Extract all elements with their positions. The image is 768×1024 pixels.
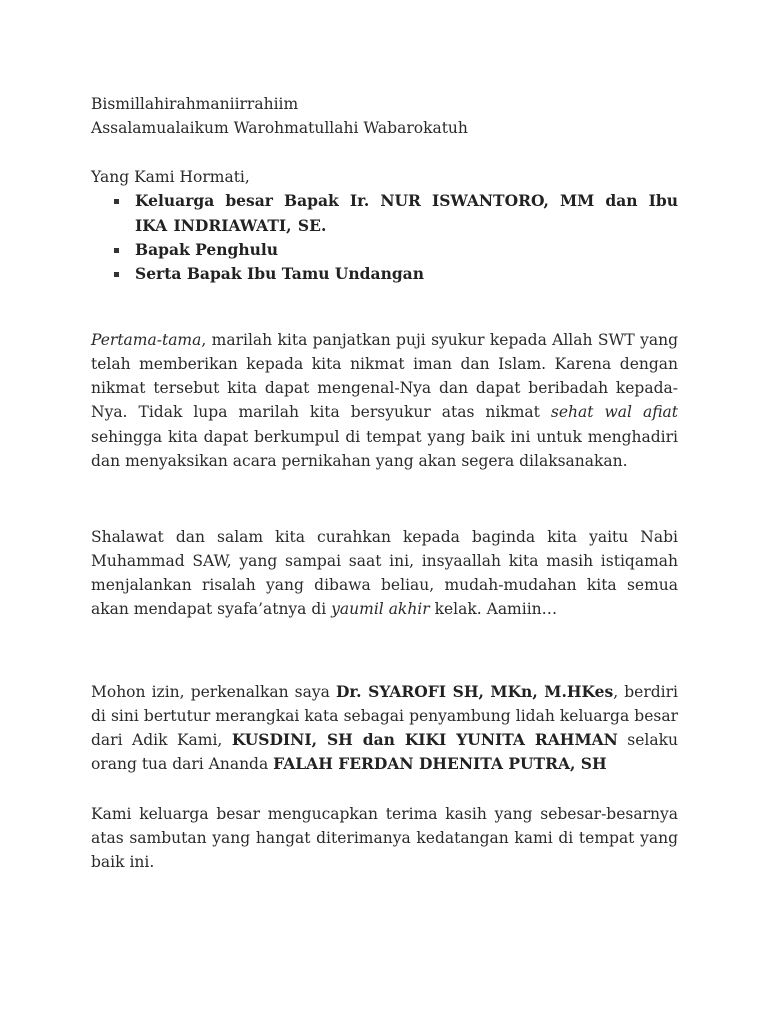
paragraph-text: Shalawat dan salam kita curahkan kepada baginda kita yaitu Nabi Muhammad SAW, yang sampai saat ini, insyaallah kita masih istiqamah menjalankan risalah yang dibawa beliau, mudah-mudahan kita semua akan mendapat syafa’atnya di [91,527,678,619]
honoree-text: Keluarga besar Bapak Ir. NUR ISWANTORO, MM dan Ibu IKA INDRIAWATI, SE. [135,191,678,235]
paragraph-text: selaku orang tua dari Ananda [91,731,678,774]
honorees-section [91,165,678,286]
honoree-item [91,262,678,286]
salam-line: Assalamualaikum Warohmatullahi Wabarokatuh [91,119,468,138]
paragraph-text: kelak. Aamiin… [429,600,558,619]
opening-greeting [91,92,678,141]
basmala-line: Bismillahirahmaniirrahiim [91,95,299,113]
groom-name: FALAH FERDAN DHENITA PUTRA, SH [273,754,607,774]
paragraph-thanks: Kami keluarga besar mengucapkan terima kasih yang sebesar-besarnya atas sambutan yang hangat diterimanya kedatangan kami di tempat yang baik ini. [91,804,678,872]
bullet-icon [114,199,119,204]
bullet-icon [114,272,119,277]
italic-phrase: yaumil akhir [331,600,430,619]
paragraph-text: , marilah kita panjatkan puji syukur kepada Allah SWT yang telah memberikan kepada kita nikmat iman dan Islam. Karena dengan nikmat tersebut kita dapat mengenal-Nya dan dapat beribadah kepada-Nya. Tidak lupa marilah kita bersyukur atas nikmat [91,330,678,422]
italic-phrase: Pertama-tama [91,330,202,349]
paragraph-text: , berdiri di sini bertutur merangkai kata sebagai penyambung lidah keluarga besar dari Adik Kami, [91,682,678,750]
italic-phrase: sehat wal afiat [550,403,679,422]
honoree-item [91,238,678,262]
paragraph-introduction [91,680,678,777]
paragraph-shalawat [91,525,678,622]
parents-names: KUSDINI, SH dan KIKI YUNITA RAHMAN [231,730,618,750]
salutation: Yang Kami Hormati, [91,168,250,186]
bullet-icon [114,248,119,253]
paragraph-gratitude [91,328,678,474]
honoree-text: Serta Bapak Ibu Tamu Undangan [135,264,424,284]
honoree-text: Bapak Penghulu [135,239,279,259]
paragraph-text: Mohon izin, perkenalkan saya [91,682,336,701]
paragraph-text: sehingga kita dapat berkumpul di tempat yang baik ini untuk menghadiri dan menyaksikan acara pernikahan yang akan segera dilaksanakan. [91,427,678,470]
speaker-name: Dr. SYAROFI SH, MKn, M.HKes [335,681,614,701]
honoree-item [91,189,678,238]
